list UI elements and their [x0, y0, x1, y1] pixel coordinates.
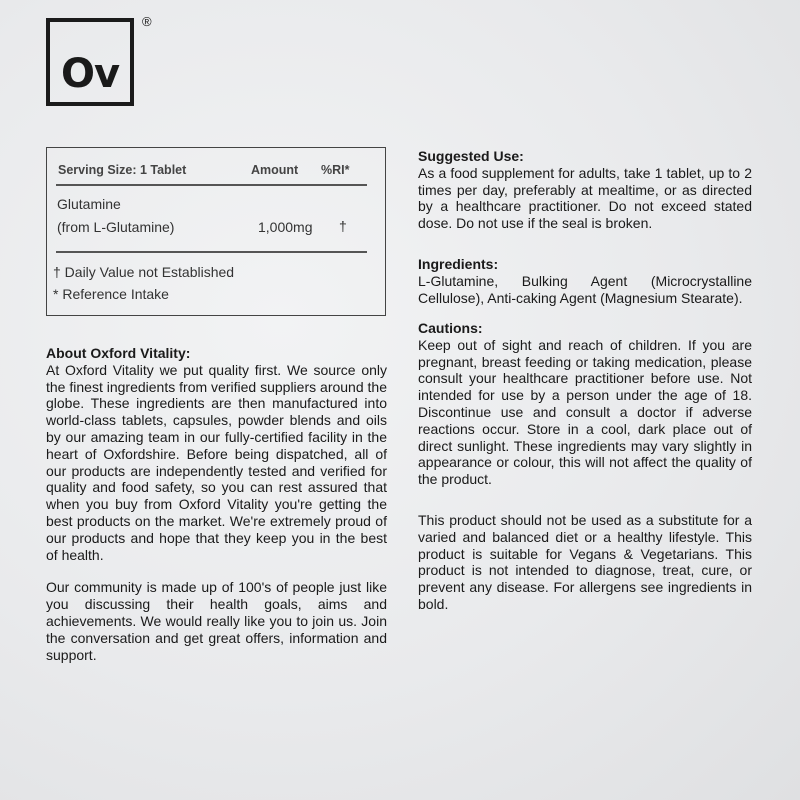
ingredient-source: (from L-Glutamine)	[57, 219, 175, 235]
serving-size-label: Serving Size: 1 Tablet	[58, 163, 187, 177]
nutrition-table	[46, 147, 386, 316]
registered-mark: ®	[142, 14, 152, 29]
amount-header: Amount	[251, 163, 299, 177]
ingredients-section	[418, 256, 752, 306]
brand-logo	[46, 18, 134, 106]
ingredients-text: L-Glutamine, Bulking Agent (Microcrystalline Cellulose), Anti-caking Agent (Magnesium Stearate).	[418, 272, 752, 306]
ingredient-ri: †	[339, 218, 347, 234]
suggested-use-section	[418, 148, 752, 232]
ingredient-amount: 1,000mg	[258, 219, 313, 235]
about-section	[46, 345, 387, 663]
disclaimer-section	[418, 512, 752, 613]
ingredients-heading: Ingredients:	[418, 256, 499, 272]
table-divider	[56, 184, 367, 186]
ri-header: %RI*	[321, 163, 350, 177]
footnote-reference-intake: * Reference Intake	[53, 286, 169, 302]
cautions-heading: Cautions:	[418, 320, 483, 336]
footnote-daily-value: † Daily Value not Established	[53, 264, 235, 280]
suggested-use-text: As a food supplement for adults, take 1 tablet, up to 2 times per day, preferably at mealtime, or as directed by a healthcare practitioner. Do not exceed stated dose. Do not use if the seal is broken.	[418, 164, 752, 232]
table-divider	[56, 251, 367, 253]
disclaimer-text: This product should not be used as a substitute for a varied and balanced diet or a healthy lifestyle. This product is suitable for Vegans & Vegetarians. This product is not intended to diagnose, treat, cure, or prevent any disease. For allergens see ingredients in bold.	[418, 512, 752, 612]
ingredient-name: Glutamine	[57, 196, 121, 212]
about-heading: About Oxford Vitality:	[46, 345, 191, 361]
suggested-use-heading: Suggested Use:	[418, 148, 524, 164]
cautions-section	[418, 320, 752, 488]
about-paragraph: At Oxford Vitality we put quality first. We source only the finest ingredients from verified suppliers around the globe. These ingredients are then manufactured into world-class tablets, capsules, powder blends and oils by our amazing team in our fully-certified facility in the heart of Oxfordshire. Before being dispatched, all of our products are independently tested and verified for quality and food safety, so you can rest assured that when you buy from Oxford Vitality you're getting the best products on the market. We're extremely proud of our products and hope that they keep you in the best of health.	[46, 361, 387, 563]
cautions-text: Keep out of sight and reach of children. If you are pregnant, breast feeding or taking medication, please consult your healthcare practitioner before use. Not intended for use by a person under the age of 18. Discontinue use and consult a doctor if adverse reactions occur. Store in a cool, dark place out of direct sunlight. These ingredients may vary slightly in appearance or colour, this will not affect the quality of the product.	[418, 336, 752, 488]
community-paragraph: Our community is made up of 100's of people just like you discussing their health goals, aims and achievements. We would really like you to join us. Join the conversation and get great offers, information and support.	[46, 579, 387, 663]
logo-text: Ov	[60, 51, 120, 97]
